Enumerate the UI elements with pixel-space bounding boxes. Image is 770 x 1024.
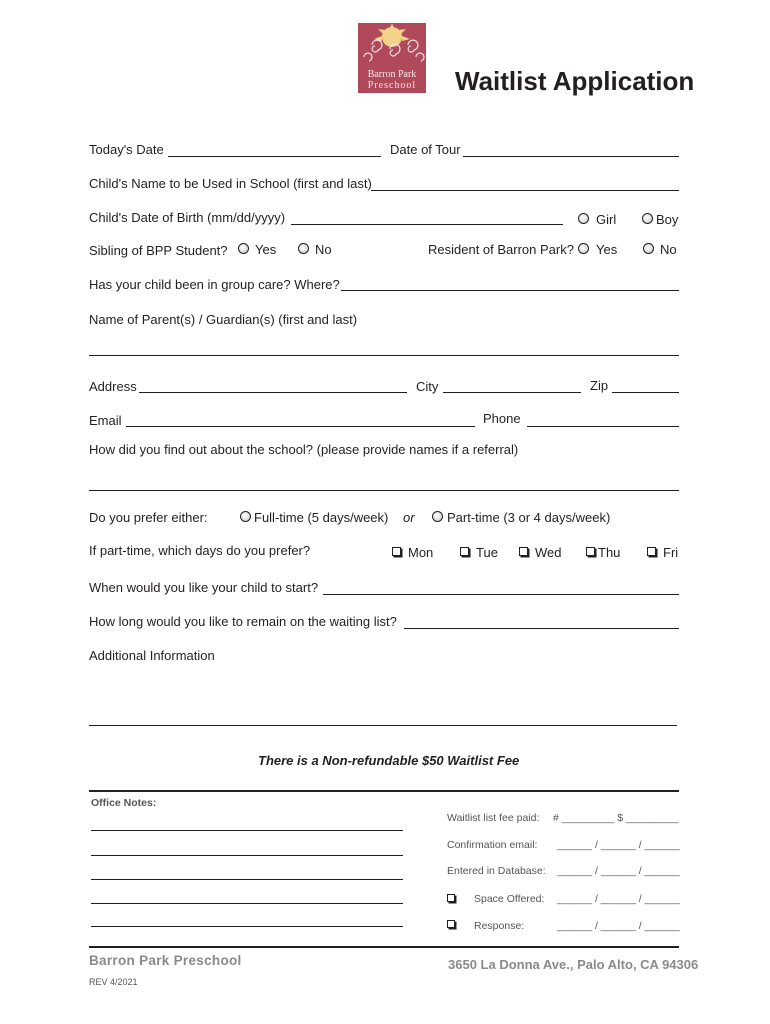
response-checkbox[interactable]	[447, 920, 455, 928]
day-label-fri: Fri	[663, 545, 679, 560]
zip-input[interactable]	[612, 392, 679, 393]
girl-label: Girl	[596, 212, 617, 227]
day-checkbox-tue[interactable]	[460, 547, 469, 556]
or-label: or	[403, 510, 415, 525]
boy-label: Boy	[656, 212, 679, 227]
day-checkbox-fri[interactable]	[647, 547, 656, 556]
sun-spiral-icon	[358, 23, 426, 67]
sibling-yes-label: Yes	[255, 242, 277, 257]
space-offered-date[interactable]: ______ / ______ / ______	[557, 893, 680, 905]
sibling-no-radio[interactable]	[298, 243, 309, 254]
how-long-input[interactable]	[404, 628, 679, 629]
additional-label: Additional Information	[89, 648, 215, 663]
space-offered-checkbox[interactable]	[447, 894, 455, 902]
todays-date-input[interactable]	[168, 156, 381, 157]
fee-paid-value[interactable]: # _________ $ _________	[553, 812, 679, 824]
group-care-input[interactable]	[341, 290, 679, 291]
find-out-input[interactable]	[89, 490, 679, 491]
address-input[interactable]	[139, 392, 407, 393]
email-label: Email	[89, 413, 122, 428]
additional-input[interactable]	[89, 725, 677, 726]
office-notes-line-2[interactable]	[91, 855, 403, 856]
fee-paid-label: Waitlist list fee paid:	[447, 812, 540, 824]
parents-input[interactable]	[89, 355, 679, 356]
start-label: When would you like your child to start?	[89, 580, 319, 595]
date-of-tour-input[interactable]	[463, 156, 679, 157]
resident-label: Resident of Barron Park?	[428, 242, 574, 257]
office-divider-bottom	[89, 946, 679, 948]
prefer-label: Do you prefer either:	[89, 510, 208, 525]
resident-yes-label: Yes	[596, 242, 618, 257]
office-divider-top	[89, 790, 679, 792]
full-time-label: Full-time (5 days/week)	[254, 510, 389, 525]
school-logo	[358, 23, 426, 93]
office-notes-line-5[interactable]	[91, 926, 403, 927]
space-offered-label: Space Offered:	[474, 893, 545, 905]
resident-no-radio[interactable]	[643, 243, 654, 254]
footer-school-name: Barron Park Preschool	[89, 953, 242, 968]
full-time-radio[interactable]	[240, 511, 251, 522]
response-date[interactable]: ______ / ______ / ______	[557, 920, 680, 932]
logo-text-line2: Preschool	[367, 80, 417, 91]
zip-label: Zip	[590, 378, 609, 393]
day-checkbox-wed[interactable]	[519, 547, 528, 556]
resident-no-label: No	[660, 242, 677, 257]
response-label: Response:	[474, 920, 525, 932]
office-notes-label: Office Notes:	[91, 797, 157, 809]
child-dob-input[interactable]	[291, 224, 563, 225]
phone-label: Phone	[483, 411, 521, 426]
find-out-label: How did you find out about the school? (please provide names if a referral)	[89, 442, 519, 457]
part-time-radio[interactable]	[432, 511, 443, 522]
address-label: Address	[89, 379, 137, 394]
day-label-mon: Mon	[408, 545, 434, 560]
confirmation-date[interactable]: ______ / ______ / ______	[557, 839, 680, 851]
confirmation-label: Confirmation email:	[447, 839, 538, 851]
day-label-wed: Wed	[535, 545, 562, 560]
day-checkbox-mon[interactable]	[392, 547, 401, 556]
entered-label: Entered in Database:	[447, 865, 546, 877]
group-care-label: Has your child been in group care? Where?	[89, 277, 340, 292]
office-notes-line-1[interactable]	[91, 830, 403, 831]
child-name-label: Child's Name to be Used in School (first and last)	[89, 176, 372, 191]
footer-revision: REV 4/2021	[89, 977, 138, 987]
sibling-yes-radio[interactable]	[238, 243, 249, 254]
boy-radio[interactable]	[642, 213, 653, 224]
fee-notice: There is a Non-refundable $50 Waitlist Fee	[258, 753, 520, 768]
resident-yes-radio[interactable]	[578, 243, 589, 254]
office-notes-line-4[interactable]	[91, 903, 403, 904]
which-days-label: If part-time, which days do you prefer?	[89, 543, 311, 558]
footer-address: 3650 La Donna Ave., Palo Alto, CA 94306	[448, 957, 699, 972]
child-dob-label: Child's Date of Birth (mm/dd/yyyy)	[89, 210, 286, 225]
office-notes-line-3[interactable]	[91, 879, 403, 880]
phone-input[interactable]	[527, 426, 679, 427]
city-input[interactable]	[443, 392, 581, 393]
sibling-no-label: No	[315, 242, 332, 257]
logo-text-line1: Barron Park	[367, 69, 417, 80]
start-input[interactable]	[323, 594, 679, 595]
sibling-label: Sibling of BPP Student?	[89, 243, 228, 258]
city-label: City	[416, 379, 439, 394]
child-name-input[interactable]	[371, 190, 679, 191]
page-title: Waitlist Application	[455, 66, 695, 96]
how-long-label: How long would you like to remain on the waiting list?	[89, 614, 397, 629]
entered-date[interactable]: ______ / ______ / ______	[557, 865, 680, 877]
part-time-label: Part-time (3 or 4 days/week)	[447, 510, 611, 525]
email-input[interactable]	[126, 426, 475, 427]
day-label-tue: Tue	[476, 545, 498, 560]
day-label-thu: Thu	[598, 545, 621, 560]
date-of-tour-label: Date of Tour	[390, 142, 461, 157]
girl-radio[interactable]	[578, 213, 589, 224]
todays-date-label: Today's Date	[89, 142, 164, 157]
day-checkbox-thu[interactable]	[586, 547, 595, 556]
parents-label: Name of Parent(s) / Guardian(s) (first and last)	[89, 312, 358, 327]
